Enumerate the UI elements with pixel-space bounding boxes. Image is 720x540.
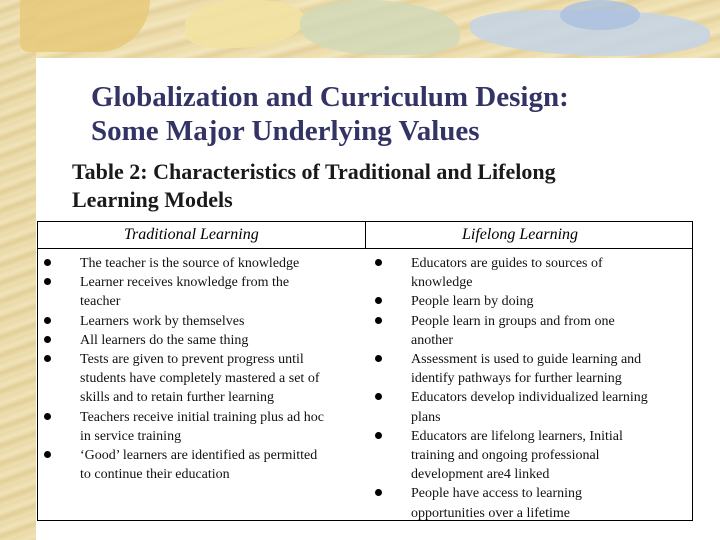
bullet-icon [375, 355, 382, 362]
bullet-icon [375, 297, 382, 304]
bullet-icon [44, 336, 51, 343]
table-caption [72, 158, 692, 214]
list-item-line: People have access to learning [411, 486, 583, 502]
list-item-line: Teachers receive initial training plus ad hoc [80, 409, 324, 425]
list-item [38, 331, 360, 350]
list-item-line: to continue their education [80, 467, 230, 483]
decorative-leaf [560, 0, 640, 30]
bullet-icon [375, 317, 382, 324]
list-item [365, 350, 683, 388]
list-item-line: Learners work by themselves [80, 313, 245, 329]
list-item [38, 408, 360, 446]
list-item [38, 273, 360, 311]
bullet-icon [44, 278, 51, 285]
list-item [38, 312, 360, 331]
list-item-line: plans [411, 409, 441, 425]
list-item-line: The teacher is the source of knowledge [80, 256, 300, 271]
bullet-icon [44, 451, 51, 458]
bullet-icon [375, 489, 382, 496]
table-caption-line: Learning Models [72, 187, 233, 212]
bullet-icon [44, 317, 51, 324]
list-item-line: People learn by doing [411, 294, 534, 310]
list-item-line: in service training [80, 428, 182, 444]
list-item-line: Tests are given to prevent progress until [80, 352, 304, 368]
bullet-icon [44, 413, 51, 420]
list-item [365, 254, 683, 292]
header-traditional: Traditional Learning [124, 226, 259, 243]
list-item-line: students have completely mastered a set of [80, 371, 320, 387]
lifelong-column [365, 254, 693, 523]
list-item [365, 312, 683, 350]
list-item-line: Educators are lifelong learners, Initial [411, 428, 623, 444]
list-item [38, 254, 360, 273]
list-item-line: ‘Good’ learners are identified as permitted [80, 448, 318, 464]
list-item-line: development are4 linked [411, 467, 550, 483]
list-item-line: Educators are guides to sources of [411, 256, 603, 271]
list-item [365, 388, 683, 426]
list-item-line: All learners do the same thing [80, 332, 249, 348]
list-item [365, 292, 683, 311]
table-caption-line: Table 2: Characteristics of Traditional and Lifelong [72, 159, 556, 184]
list-item-line: Assessment is used to guide learning and [411, 352, 642, 368]
traditional-column [38, 254, 365, 484]
bullet-icon [44, 259, 51, 266]
bullet-icon [375, 259, 382, 266]
list-item [38, 350, 360, 408]
comparison-table [37, 221, 693, 521]
list-item [38, 446, 360, 484]
bullet-icon [375, 393, 382, 400]
slide-title [91, 80, 691, 148]
header-lifelong: Lifelong Learning [462, 226, 579, 243]
list-item-line: another [411, 332, 453, 348]
list-item [365, 427, 683, 485]
list-item [365, 484, 683, 522]
list-item-line: opportunities over a lifetime [411, 505, 571, 521]
paper-texture-left [0, 0, 36, 540]
list-item-line: knowledge [411, 275, 473, 291]
slide-title-line: Globalization and Curriculum Design: [91, 81, 569, 113]
list-item-line: People learn in groups and from one [411, 313, 615, 329]
list-item-line: skills and to retain further learning [80, 390, 274, 406]
table-header-row [38, 222, 692, 249]
list-item-line: identify pathways for further learning [411, 371, 622, 387]
list-item-line: teacher [80, 294, 121, 310]
list-item-line: Learner receives knowledge from the [80, 275, 290, 291]
list-item-line: Educators develop individualized learning [411, 390, 648, 406]
bullet-icon [44, 355, 51, 362]
slide-title-line: Some Major Underlying Values [91, 115, 480, 147]
header-divider [365, 222, 366, 248]
bullet-icon [375, 432, 382, 439]
list-item-line: training and ongoing professional [411, 448, 600, 464]
